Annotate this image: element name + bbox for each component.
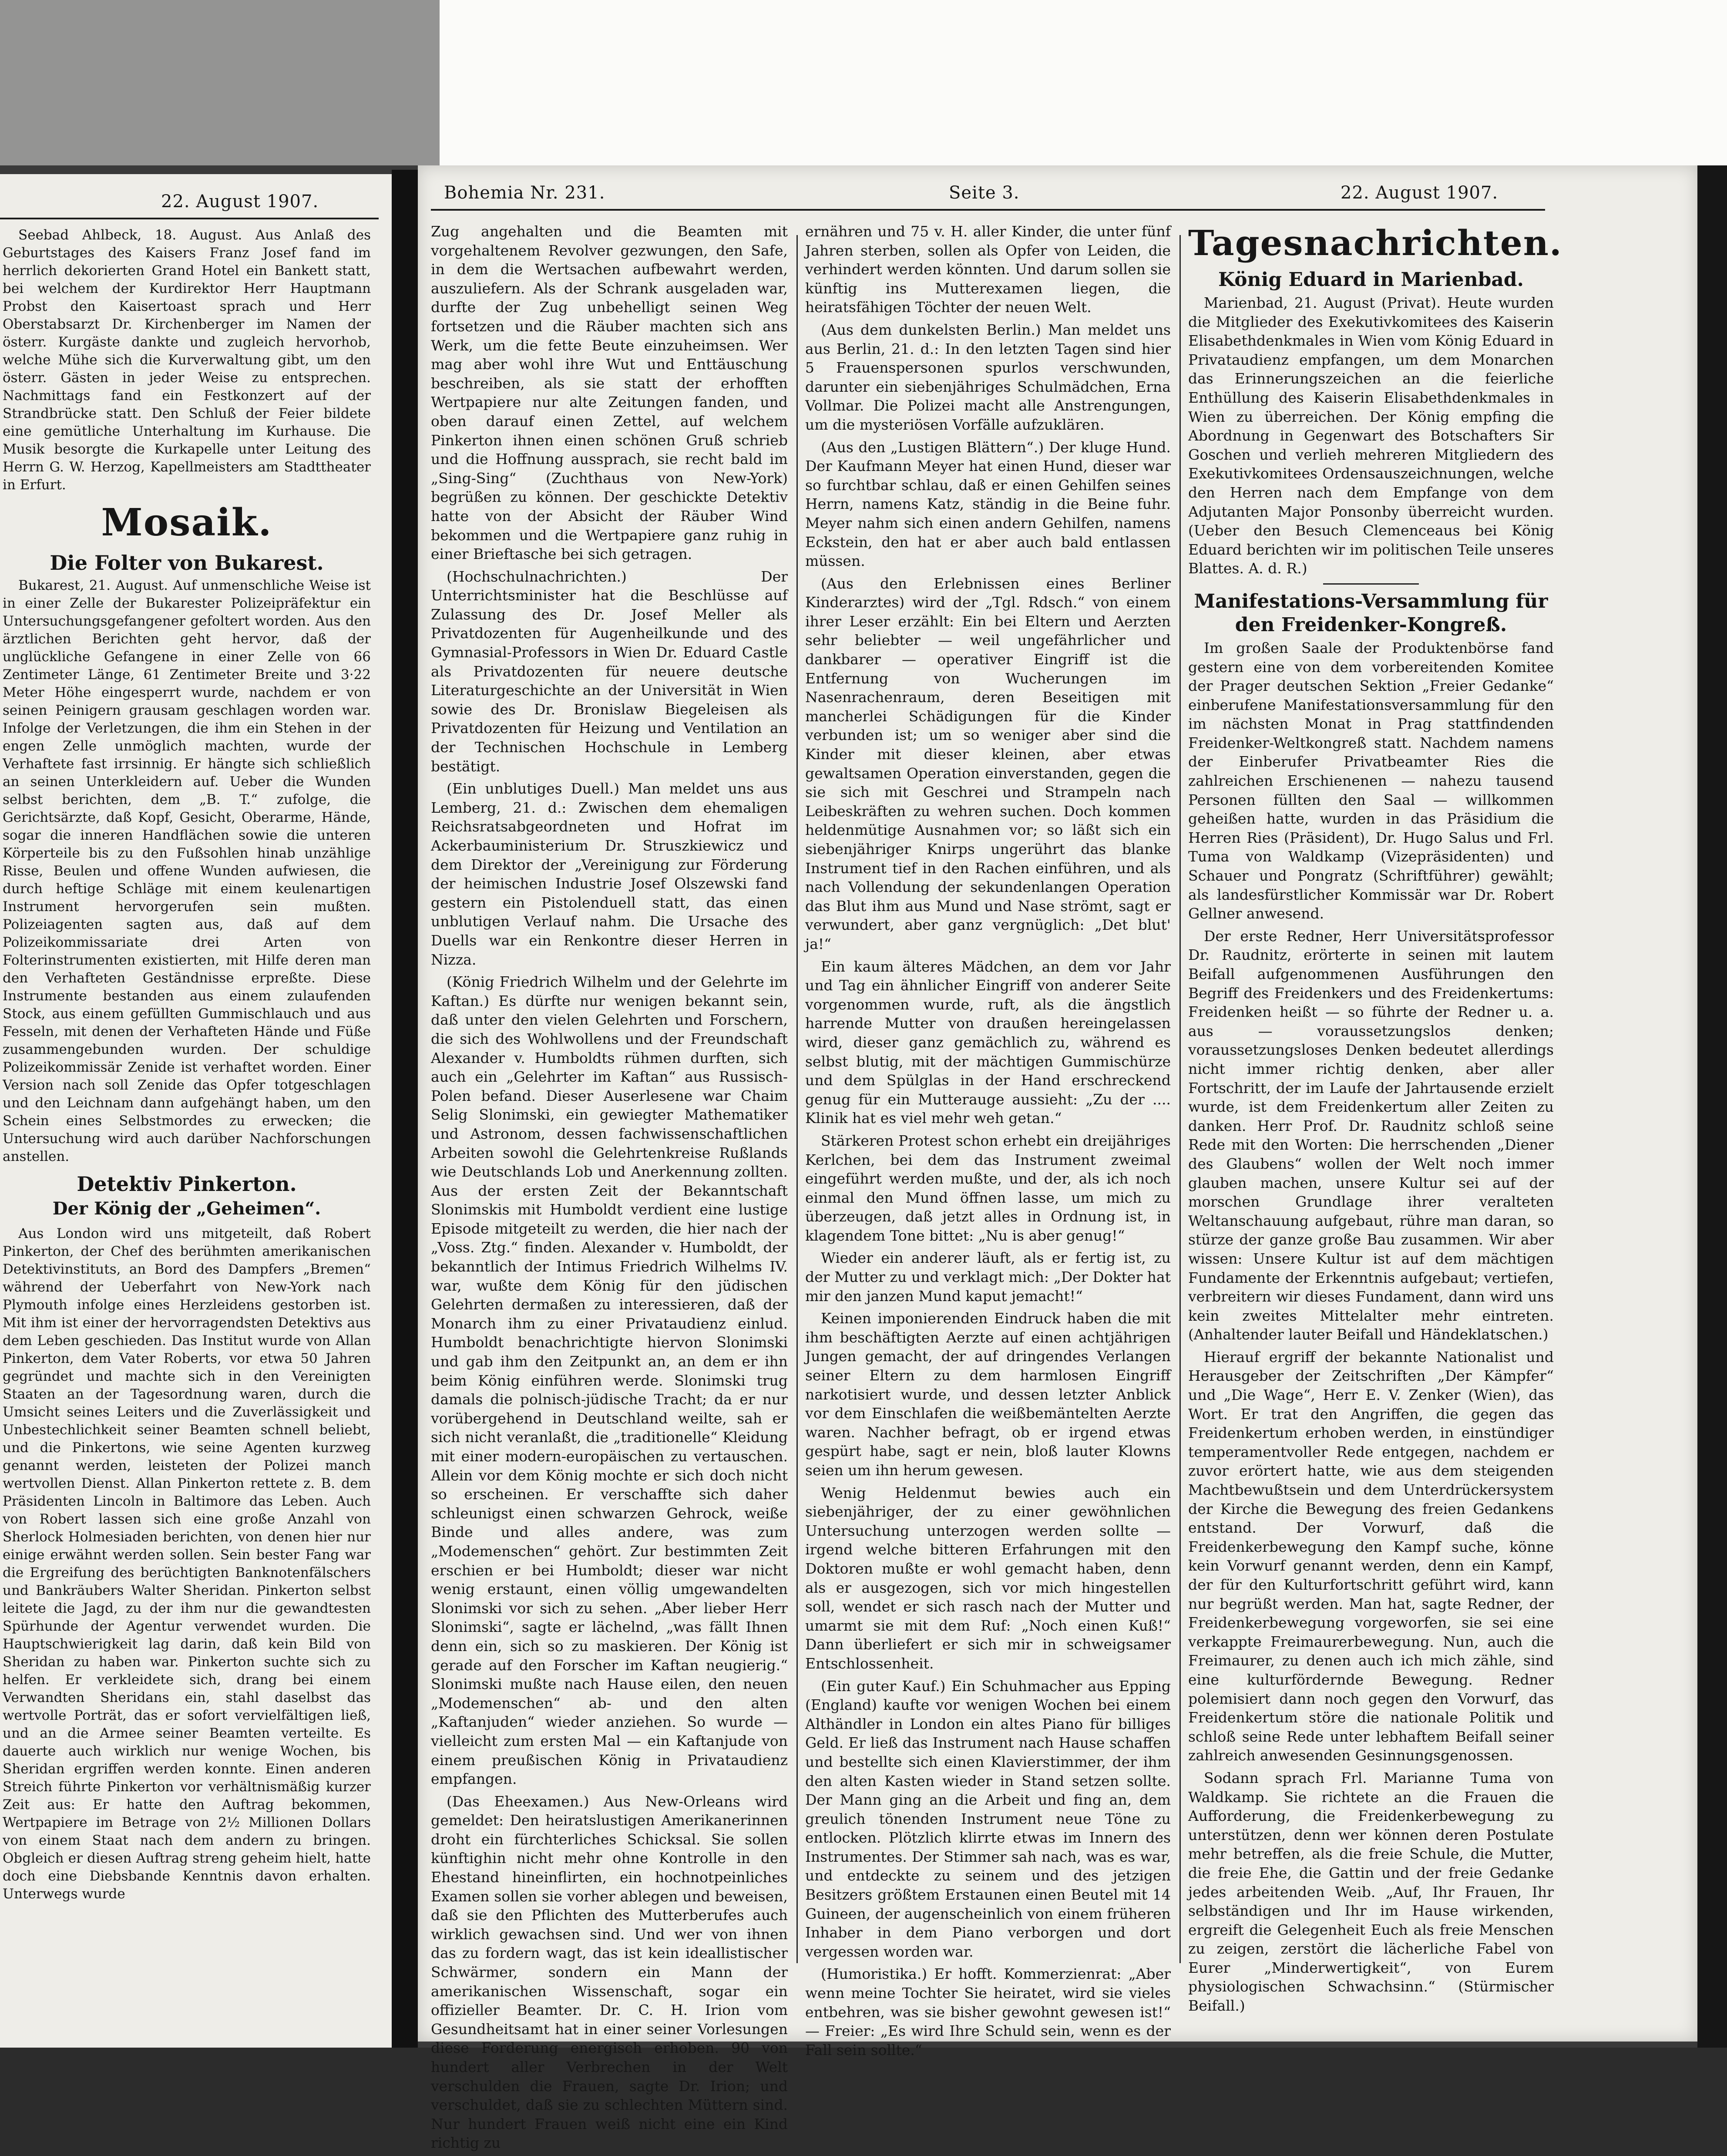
right-page-date: 22. August 1907. [1341, 183, 1499, 203]
article-divider [1323, 583, 1419, 585]
section-title-mosaik: Mosaik. [101, 501, 272, 545]
article-eheexamen-continued: ernähren und 75 v. H. aller Kinder, die unter fünf Jahren sterben, sollen als Opfer von Leiden, die verhindert werden könnten. Und darum sollen sie künftig ins Mutterexamen liegen, die heiratsfähigen Töchter der neuen Welt. [805, 223, 1171, 316]
article-humoristika: (Humoristika.) Er hofft. Kommerzienrat: „Aber wenn meine Tochter Sie heiratet, wird sie vieles entbehren, was sie bisher gewohnt gewesen ist!“ — Freier: „Es wird Ihre Schuld sein, wenn es der Fall sein sollte.“ [805, 1965, 1171, 2058]
left-page [0, 174, 392, 2048]
article-freidenker-1: Im großen Saale der Produktenbörse fand gestern eine von dem vorbereitenden Komitee der Prager deutschen Sektion „Freier Gedanke“ einberufene Manifestationsversammlung für den im nächsten Monat in Prag stattfindenden Freidenker-Weltkongreß statt. Nachdem namens der Einberufer Privatbeamter Ries die zahlreichen Erschienenen — nahezu tausend Personen füllten den Saal — willkommen geheißen hatte, wurden in das Präsidium die Herren Ries (Präsident), Dr. Hugo Salus und Frl. Tuma von Waldkamp (Vizepräsidenten) und Schauer und Pongratz (Schriftführer) gewählt; als landesfürstlicher Kommissär war Dr. Robert Gellner anwesend. [1188, 639, 1554, 922]
headline-folter: Die Folter von Bukarest. [50, 551, 324, 575]
headline-koenig-eduard: König Eduard in Marienbad. [1218, 269, 1524, 291]
headline-pinkerton: Detektiv Pinkerton. [77, 1172, 297, 1196]
right-column-1 [431, 222, 788, 2156]
article-freidenker-2: Der erste Redner, Herr Universitätsprofessor Dr. Raudnitz, erörterte in seinen mit lautem Beifall aufgenommenen Ausführungen den Begriff des Freidenkers und des Freidenkertums: Freidenken heißt — so führte der Redner u. a. aus — voraussetzungslos denken; voraussetzungsloses Denken bedeutet allerdings nicht immer richtig denken, aber aller Fortschritt, der im Laufe der Jahrtausende erzielt wurde, ist dem Freidenkertum aller Zeiten zu danken. Herr Prof. Dr. Raudnitz schloß seine Rede mit den Worten: Die herrschenden „Diener des Glaubens“ wollen der Welt noch immer glauben machen, unsere Kultur sei auf der morschen Grundlage ihrer veralteten Weltanschauung aufgebaut, rühre man daran, so stürze der ganze große Bau zusammen. Wir aber wissen: Unsere Kultur ist auf dem mächtigen Fundamente der Erkenntnis aufgebaut; vertiefen, verbreitern wir dieses Fundament, dann wird uns kein zweites Mittelalter mehr eintreten. (Anhaltender lauter Beifall und Händeklatschen.) [1188, 927, 1554, 1343]
article-pinkerton: Aus London wird uns mitgeteilt, daß Robert Pinkerton, der Chef des berühmten amerikanischen Detektivinstituts, an Bord des Dampfers „Bremen“ während der Ueberfahrt von New-York nach Plymouth infolge eines Herzleidens gestorben ist. Mit ihm ist einer der hervorragendsten Detektivs aus dem Leben geschieden. Das Institut wurde von Allan Pinkerton, dem Vater Roberts, vor etwa 50 Jahren gegründet und machte sich in den Vereinigten Staaten an der Tagesordnung waren, durch die Umsicht seines Leiters und die Zuverlässigkeit und Unbestechlichkeit seiner Beamten schnell beliebt, und die Pinkertons, wie seine Agenten kurzweg genannt werden, leisteten der Polizei manch wertvollen Dienst. Allan Pinkerton rettete z. B. dem Präsidenten Lincoln in Baltimore das Leben. Auch von Robert lassen sich eine große Anzahl von Sherlock Holmesiaden berichten, von denen hier nur einige erwähnt werden sollen. Sein bester Fang war die Ergreifung des berüchtigten Banknotenfälschers und Bankräubers Walter Sheridan. Pinkerton selbst leitete die Jagd, zu der ihm nur die gewandtesten Spürhunde der Agentur verwendet wurden. Die Hauptschwierigkeit lag darin, daß kein Bild von Sheridan zu haben war. Pinkerton suchte sich zu helfen. Er verkleidete sich, drang bei einem Verwandten Sheridans ein, stahl daselbst das wertvolle Porträt, das er sofort vervielfältigen ließ, und an die Armee seiner Beamten verteilte. Es dauerte auch wirklich nur wenige Wochen, bis Sheridan ergriffen werden konnte. Einen anderen Streich führte Pinkerton vor verhältnismäßig kurzer Zeit aus: Er hatte den Auftrag bekommen, Wertpapiere im Betrage von 2½ Millionen Dollars von einem Staat nach dem andern zu bringen. Obgleich er diesen Auftrag streng geheim hielt, hatte doch eine Diebsbande Kenntnis davon erhalten. Unterwegs wurde [3, 1226, 371, 1902]
article-kinderarzt-2: Ein kaum älteres Mädchen, an dem vor Jahr und Tag ein ähnlicher Eingriff von anderer Seite vorgenommen wurde, ruft, als die ängstlich harrende Mutter von draußen hereingelassen wird, dieser ganz gemächlich zu, während es selbst blutig, mit der mächtigen Gummischürze und dem Spülglas in der Hand erschreckend genug für ein Mutterauge aussieht: „Zu der .... Klinik hat es viel mehr weh getan.“ [805, 958, 1171, 1127]
article-pinkerton-continued: Zug angehalten und die Beamten mit vorgehaltenem Revolver gezwungen, den Safe, in dem die Wertsachen aufbewahrt werden, auszuliefern. Als der Schrank ausgeladen war, durfte der Zug unbehelligt seinen Weg fortsetzen und die Räuber machten sich ans Werk, um die fette Beute einzuheimsen. Wer mag aber wohl ihre Wut und Enttäuschung beschreiben, als sie statt der erhofften Wertpapiere nur alte Zeitungen fanden, und oben darauf einen Zettel, auf welchem Pinkerton ihnen einen schönen Gruß schrieb und die Hoffnung aussprach, sie recht bald im „Sing-Sing“ (Zuchthaus von New-York) begrüßen zu können. Der geschickte Detektiv hatte von der Absicht der Räuber Wind bekommen und die Wertpapiere ganz ruhig in einer Brieftasche bei sich getragen. [431, 223, 788, 563]
left-header-rule [0, 218, 379, 219]
right-column-2 [805, 222, 1171, 2063]
left-opening-article: Seebad Ahlbeck, 18. August. Aus Anlaß des Geburtstages des Kaisers Franz Josef fand im herrlich dekorierten Grand Hotel ein Bankett statt, bei welchem der Kurdirektor Herr Hauptmann Probst den Kaisertoast sprach und Herr Oberstabsarzt Dr. Kirchenberger im Namen der österr. Kurgäste dankte und zugleich hervorhob, welche Mühe sich die Kurverwaltung gibt, um den österr. Gästen in jeder Weise zu entsprechen. Nachmittags fand ein Festkonzert auf der Strandbrücke statt. Den Schluß der Feier bildete eine gemütliche Unterhaltung im Kurhause. Die Musik besorgte die Kurkapelle unter Leitung des Herrn G. W. Herzog, Kapellmeisters am Stadttheater in Erfurt. [3, 227, 371, 493]
article-koenig-eduard: Marienbad, 21. August (Privat). Heute wurden die Mitglieder des Exekutivkomitees des Kaiserin Elisabethdenkmales in Wien vom König Eduard in Privataudienz empfangen, um dem Monarchen das Erinnerungszeichen an die feierliche Enthüllung des Kaiserin Elisabethdenkmales in Wien zu überreichen. Der König empfing die Abordnung in Gegenwart des Botschafters Sir Goschen und verlieh mehreren Mitgliedern des Exekutivkomitees Ordensauszeichnungen, welche den Herren nach dem Empfange von dem Adjutanten Major Ponsonby überreicht wurden. (Ueber den Besuch Clemenceaus bei König Eduard berichten wir im politischen Teile unseres Blattes. A. d. R.) [1188, 294, 1554, 577]
article-hochschulnachrichten: (Hochschulnachrichten.) Der Unterrichtsminister hat die Beschlüsse auf Zulassung des Dr. Josef Meller als Privatdozenten für Augenheilkunde und des Gymnasial-Professors in Wien Dr. Eduard Castle als Privatdozenten für neuere deutsche Literaturgeschichte an der Universität in Wien sowie des Dr. Bronislaw Biegeleisen als Privatdozenten für Heizung und Ventilation an der Technischen Hochschule in Lemberg bestätigt. [431, 568, 788, 775]
column-rule-2 [1179, 235, 1181, 1963]
book-gutter [392, 170, 418, 2048]
article-guter-kauf: (Ein guter Kauf.) Ein Schuhmacher aus Epping (England) kaufte vor wenigen Wochen bei einem Althändler in London ein altes Piano für billiges Geld. Er ließ das Instrument nach Hause schaffen und bestellte sich einen Klavierstimmer, der ihm den alten Kasten wieder in Stand setzen sollte. Der Mann ging an die Arbeit und fing an, dem greulich tönenden Instrument neue Töne zu entlocken. Plötzlich klirrte etwas im Innern des Instrumentes. Der Stimmer sah nach, was es war, und entdeckte zu seinem und des jetzigen Besitzers größtem Erstaunen einen Beutel mit 14 Guineen, der augenscheinlich von einem früheren Inhaber in dem Piano verborgen und dort vergessen worden war. [805, 1677, 1171, 1960]
article-kinderarzt-6: Wenig Heldenmut bewies auch ein siebenjähriger, der zu einer gewöhnlichen Untersuchung unterzogen werden sollte — irgend welche bitteren Erfahrungen mit den Doktoren mußte er wohl gemacht haben, denn als er ausgezogen, sich vor mich hingestellen soll, wendet er sich rasch nach der Mutter und umarmt sie mit dem Ruf: „Noch einen Kuß!“ Dann überliefert er sich mir in schweigsamer Entschlossenheit. [805, 1484, 1171, 1672]
scan-shadow [0, 0, 440, 165]
article-koenig-friedrich-wilhelm: (König Friedrich Wilhelm und der Gelehrte im Kaftan.) Es dürfte nur wenigen bekannt sein, daß unter den vielen Gelehrten und Forschern, die sich des Wohlwollens und der Freundschaft Alexander v. Humboldts rühmen durften, sich auch ein „Gelehrter im Kaftan“ aus Russisch-Polen befand. Dieser Auserlesene war Chaim Selig Slonimski, ein gewiegter Mathematiker und Astronom, dessen fachwissenschaftlichen Arbeiten sowohl die Gelehrtenkreise Rußlands wie Deutschlands Lob und Anerkennung zollten. Aus der ersten Zeit der Bekanntschaft Slonimskis mit Humboldt verdient eine lustige Episode mitgeteilt zu werden, die hier nach der „Voss. Ztg.“ finden. Alexander v. Humboldt, der bekanntlich der Intimus Friedrich Wilhelms IV. war, wußte dem König für den jüdischen Gelehrten dermaßen zu interessieren, daß der Monarch ihm zu einer Privataudienz einlud. Humboldt benachrichtigte hiervon Slonimski und gab ihm den Zeitpunkt an, an dem er ihn beim König einführen werde. Slonimski trug damals die polnisch-jüdische Tracht; da er nur vorübergehend in Deutschland weilte, sah er sich nicht veranlaßt, die „traditionelle“ Kleidung mit einer modern-europäischen zu vertauschen. Allein vor dem König mochte er sich doch nicht so erscheinen. Er verschaffte sich daher schleunigst einen schwarzen Gehrock, weiße Binde und alles andere, was zum „Modemenschen“ gehört. Zur bestimmten Zeit erschien er bei Humboldt; dieser war nicht wenig erstaunt, einen völlig umgewandelten Slonimski vor sich zu sehen. „Aber lieber Herr Slonimski“, sagte er lächelnd, „was fällt Ihnen denn ein, sich so zu maskieren. Der König ist gerade auf den Forscher im Kaftan neugierig.“ Slonimski mußte nach Hause eilen, den neuen „Modemenschen“ ab- und den alten „Kaftanjuden“ wieder anziehen. So wurde — vielleicht zum ersten Mal — ein Kaftanjude von einem preußischen König in Privataudienz empfangen. [431, 973, 788, 1788]
article-duell: (Ein unblutiges Duell.) Man meldet uns aus Lemberg, 21. d.: Zwischen dem ehemaligen Reichsratsabgeordneten und Hofrat im Ackerbauministerium Dr. Struszkiewicz und dem Direktor der „Vereinigung zur Förderung der heimischen Industrie Josef Olszewski fand gestern ein Pistolenduell statt, das einen unblutigen Verlauf nahm. Die Ursache des Duells war ein Renkontre dieser Herren in Nizza. [431, 780, 788, 968]
article-eheexamen: (Das Eheexamen.) Aus New-Orleans wird gemeldet: Den heiratslustigen Amerikanerinnen droht ein fürchterliches Schicksal. Sie sollen künftighin nicht mehr ohne Kontrolle in den Ehestand hineinflirten, ein hochnotpeinliches Examen sollen sie vorher ablegen und beweisen, daß sie den Pflichten des Mutterberufes auch wirklich gewachsen sind. Und wer von ihnen das zu fordern wagt, das ist kein ideallistischer Schwärmer, sondern ein Mann der amerikanischen Wissenschaft, sogar ein offizieller Beamter. Dr. C. H. Irion vom Gesundheitsamt hat in einer seiner Vorlesungen diese Forderung energisch erhoben. 90 von hundert aller Verbrechen in der Welt verschulden die Frauen, sagte Dr. Irion; und verschuldet, daß sie zu schlechten Müttern sind. Nur hundert Frauen weiß nicht eine ein Kind richtig zu [431, 1793, 788, 2152]
masthead: Bohemia Nr. 231. [444, 183, 605, 203]
article-folter: Bukarest, 21. August. Auf unmenschliche Weise ist in einer Zelle der Bukarester Polizeipräfektur ein Untersuchungsgefangener gefoltert worden. Aus den ärztlichen Berichten geht hervor, daß der unglückliche Gefangene in einer Zelle von 66 Zentimeter Länge, 61 Zentimeter Breite und 3·22 Meter Höhe eingesperrt wurde, nachdem er von seinen Peinigern grausam geschlagen worden war. Infolge der Verletzungen, die ihm ein Stehen in der engen Zelle unmöglich machten, wurde der Verhaftete fast irrsinnig. Er hängte sich schließlich an seinen Unterkleidern auf. Ueber die Wunden selbst berichten, dem „B. T.“ zufolge, die Gerichtsärzte, daß Kopf, Gesicht, Oberarme, Hände, sogar die inneren Handflächen sowie die unteren Körperteile bis zu den Fußsohlen hinab unzählige Risse, Beulen und offene Wunden aufwiesen, die durch heftige Schläge mit einem keulenartigen Instrument hervorgerufen sein mußten. Polizeiagenten sagten aus, daß auf dem Polizeikommissariate drei Arten von Folterinstrumenten existierten, mit Hilfe deren man den Verhafteten Geständnisse erpreßte. Diese Instrumente bestanden aus einem zulaufenden Stock, aus einem gefüllten Gummischlauch und aus Fesseln, mit denen der Verhafteten Hände und Füße zusammengebunden wurden. Der schuldige Polizeikommissär Zenide ist verhaftet worden. Einer Version nach soll Zenide das Opfer totgeschlagen und den Leichnam dann aufgehängt haben, um den Schein eines Selbstmordes zu erwecken; die Untersuchung wird auch darüber Nachforschungen anstellen. [3, 578, 371, 1164]
article-lustige-blaetter: (Aus den „Lustigen Blättern“.) Der kluge Hund. Der Kaufmann Meyer hat einen Hund, dieser war so furchtbar schlau, daß er einen Gehilfen seines Herrn, namens Katz, ständig in die Beine fuhr. Meyer nahm sich einen andern Gehilfen, namens Eckstein, den hat er aber auch bald entlassen müssen. [805, 438, 1171, 570]
book-edge [1697, 165, 1727, 2048]
right-column-3 [1188, 222, 1562, 2019]
section-title-tagesnachrichten: Tagesnachrichten. [1188, 222, 1562, 263]
scan-margin [440, 0, 1727, 165]
left-page-date: 22. August 1907. [161, 192, 319, 212]
article-freidenker-3: Hierauf ergriff der bekannte Nationalist und Herausgeber der Zeitschriften „Der Kämpfer“ und „Die Wage“, Herr E. V. Zenker (Wien), das Wort. Er trat den Angriffen, die gegen das Freidenkertum erhoben werden, in einstündiger temperamentvoller Rede entgegen, nachdem er zuvor erörtert hatte, wie aus dem steigenden Machtbewußtsein und dem Unterdrückersystem der Kirche die Bewegung des freien Gedankens entstand. Der Vorwurf, daß die Freidenkerbewegung den Kampf suche, könne kein Vorwurf genannt werden, denn ein Kampf, der für den Kulturfortschritt geführt wird, kann nur begrüßt werden. Man hat, sagte Redner, der Freidenkerbewegung vorgeworfen, sie sei eine verkappte Freimaurerbewegung. Nun, auch die Freimaurer, zu denen auch ich mich zähle, sind eine kulturfördernde Bewegung. Redner polemisiert dann noch gegen den Vorwurf, das Freidenkertum störe die nationale Politik und schloß seine Rede unter lebhaftem Beifall seiner zahlreich anwesenden Gesinnungsgenossen. [1188, 1348, 1554, 1764]
article-kinderarzt: (Aus den Erlebnissen eines Berliner Kinderarztes) wird der „Tgl. Rdsch.“ von einem ihrer Leser erzählt: Ein bei Eltern und Aerzten sehr beliebter — weil ungefährlicher und dankbarer — operativer Eingriff ist die Entfernung von Wucherungen im Nasenrachenraum, deren Beseitigen mit mancherlei Schädigungen für die Kinder verbunden ist; um so weniger aber sind die Kinder mit dieser kleinen, aber etwas gewaltsamen Operation einverstanden, gegen die sie sich mit Geschrei und Strampeln nach Leibeskräften zu wehren suchen. Doch kommen heldenmütige Ausnahmen vor; so läßt sich ein siebenjähriger Knirps ungerührt das blanke Instrument tief in den Rachen einführen, und als nach Vollendung der sekundenlangen Operation das Blut ihm aus Mund und Nase strömt, sagt er verwundert, aber ganz vergnüglich: „Det blut' ja!“ [805, 575, 1171, 952]
article-kinderarzt-5: Keinen imponierenden Eindruck haben die mit ihm beschäftigten Aerzte auf einen achtjährigen Jungen gemacht, der auf dringendes Verlangen seiner Eltern zu dem harmlosen Eingriff narkotisiert wurde, und dessen letzter Anblick vor dem Einschlafen die weißbemäntelten Aerzte waren. Nachher befragt, ob er irgend etwas gespürt habe, sagt er nein, bloß lauter Klowns seien um ihn herum gewesen. [805, 1310, 1171, 1479]
subheadline-pinkerton: Der König der „Geheimen“. [52, 1198, 321, 1219]
article-freidenker-4: Sodann sprach Frl. Marianne Tuma von Waldkamp. Sie richtete an die Frauen die Aufforderung, die Freidenkerbewegung zu unterstützen, denn wer können deren Postulate mehr betreffen, als die freie Schule, die Mutter, die freie Ehe, die Gattin und der freie Gedanke jedes arbeitenden Weib. „Auf, Ihr Frauen, Ihr selbständigen und Ihr im Hause wirkenden, ergreift die Gelegenheit Euch als freie Menschen zu zeigen, zerstört die lächerliche Fabel von Eurer „Minderwertigkeit“, von Eurem physiologischen Schwachsinn.“ (Stürmischer Beifall.) [1188, 1769, 1554, 2015]
headline-freidenker: Manifestations-Versammlung für den Freidenker-Kongreß. [1194, 590, 1548, 636]
left-column [3, 226, 371, 1907]
article-kinderarzt-3: Stärkeren Protest schon erhebt ein dreijähriges Kerlchen, bei dem das Instrument zweimal eingeführt werden mußte, und der, als ich noch einmal den Mund öffnen lasse, um mich zu überzeugen, daß jetzt alles in Ordnung ist, in klagendem Tone bittet: „Nu is aber genug!“ [805, 1132, 1171, 1244]
page-number: Seite 3. [949, 183, 1020, 203]
article-kinderarzt-4: Wieder ein anderer läuft, als er fertig ist, zu der Mutter zu und verklagt mich: „Der Dokter hat mir den janzen Mund kaput jemacht!“ [805, 1249, 1171, 1305]
column-rule-1 [796, 235, 798, 1963]
article-dunkelstes-berlin: (Aus dem dunkelsten Berlin.) Man meldet uns aus Berlin, 21. d.: In den letzten Tagen sind hier 5 Frauenspersonen spurlos verschwunden, darunter ein siebenjähriges Schulmädchen, Erna Vollmar. Die Polizei macht alle Anstrengungen, um die mysteriösen Vorfälle aufzuklären. [805, 321, 1171, 433]
right-header-rule [431, 209, 1545, 211]
scan-background [0, 0, 1727, 165]
right-page [418, 165, 1697, 2152]
